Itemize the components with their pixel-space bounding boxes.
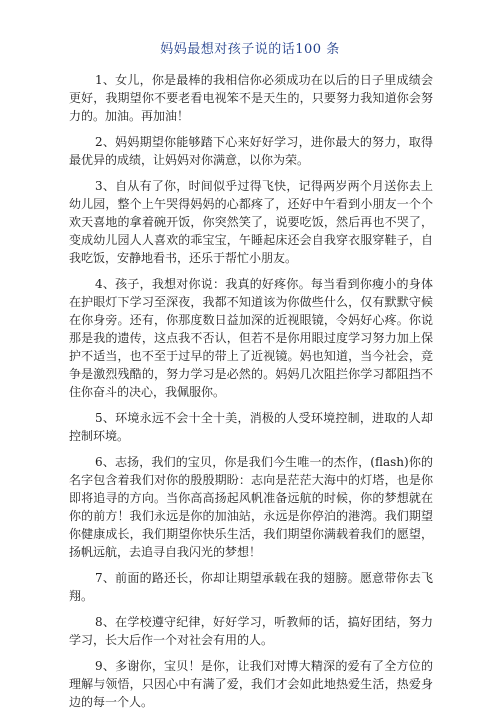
document-body: [69, 71, 433, 719]
paragraph-8: 8、在学校遵守纪律，好好学习，听教师的话，搞好团结，努力学习，长大后作一个对社会有用的人。: [69, 615, 433, 647]
paragraph-4: 4、孩子，我想对你说：我真的好疼你。每当看到你瘦小的身体在护眼灯下学习至深夜，我都不知道该为你做些什么，仅有默默守候在你身旁。还有，你那度数日益加深的近视眼镜，令妈好心疼。你说那是我的遗传，这点我不否认，但若不是你用眼过度学习努力加上保护不适当，也不至于过早的带上了近视镜。妈也知道，当今社会，竞争是激烈残酷的，努力学习是必然的。妈妈几次阻拦你学习都阻挡不住你奋斗的决心，我佩服你。: [69, 277, 433, 399]
paragraph-2: 2、妈妈期望你能够踏下心来好好学习，进你最大的努力，取得最优异的成绩，让妈妈对你满意，以你为荣。: [69, 135, 433, 167]
paragraph-5: 5、环境永远不会十全十美，消极的人受环境控制，进取的人却控制环境。: [69, 411, 433, 443]
paragraph-1: 1、女儿，你是最棒的我相信你必须成功在以后的日子里成绩会更好，我期望你不要老看电视笨不是天生的，只要努力我知道你会努力的。加油。再加油！: [69, 73, 433, 123]
paragraph-3: 3、自从有了你，时间似乎过得飞快，记得两岁两个月送你去上幼儿园，整个上午哭得妈妈的心都疼了，还好中午看到小朋友一个个欢天喜地的拿着碗开饭，你突然笑了，说要吃饭，然后再也不哭了，变成幼儿园人人喜欢的乖宝宝，午睡起床还会自我穿衣服穿鞋子，自我吃饭，安静地看书，还乐于帮忙小朋友。: [69, 179, 433, 265]
paragraph-6: 6、志扬，我们的宝贝，你是我们今生唯一的杰作，(flash)你的名字包含着我们对你的殷殷期盼：志向是茫茫大海中的灯塔，也是你即将追寻的方向。当你高高扬起风帆准备远航的时候，你的梦想就在你的前方！我们永远是你的加油站，永远是你停泊的港湾。我们期望你健康成长，我们期望你快乐生活，我们期望你满载着我们的愿望，扬帆远航，去追寻自我闪光的梦想！: [69, 455, 433, 559]
document-title: 妈妈最想对孩子说的话100 条: [160, 42, 340, 57]
paragraph-9: 9、多谢你，宝贝！是你，让我们对博大精深的爱有了全方位的理解与领悟，只因心中有满了爱，我们才会如此地热爱生活，热爱身边的每一个人。: [69, 659, 433, 709]
paragraph-7: 7、前面的路还长，你却让期望承载在我的翅膀。愿意带你去飞翔。: [69, 571, 433, 603]
